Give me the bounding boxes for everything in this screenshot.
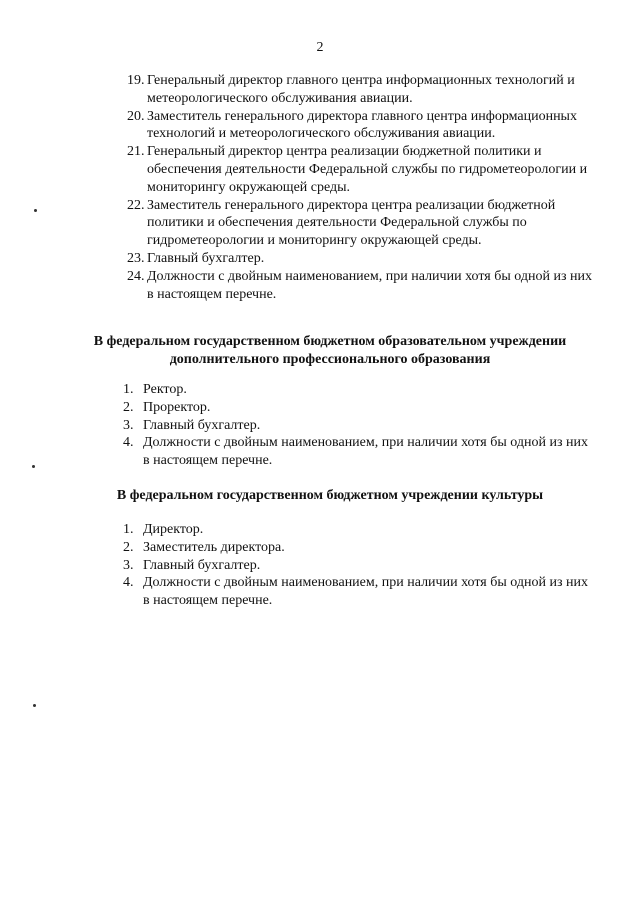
- list-item-text: Должности с двойным наименованием, при наличии хотя бы одной из них в настоящем перечне.: [143, 435, 588, 469]
- list-item-number: 1.: [123, 522, 134, 537]
- list-item-text: Заместитель генерального директора главного центра информационных технологий и метеорологического обслуживания авиации.: [147, 108, 577, 142]
- list-item-number: 21.: [127, 144, 145, 160]
- list-item-number: 3.: [123, 417, 134, 433]
- list-item: [127, 197, 597, 250]
- list-item-number: 23.: [127, 250, 145, 266]
- list-item-text: Проректор.: [143, 399, 211, 415]
- list-item: [123, 521, 593, 539]
- list-item-text: Главный бухгалтер.: [147, 250, 265, 266]
- list-item: [123, 539, 593, 557]
- list-item-text: Главный бухгалтер.: [143, 417, 261, 433]
- list-item-text: Генеральный директор главного центра информационных технологий и метеорологического обслуживания авиации.: [147, 73, 575, 106]
- list-item-text: Должности с двойным наименованием, при наличии хотя бы одной из них в настоящем перечне.: [147, 268, 592, 302]
- list-item: [127, 268, 597, 304]
- list-item-number: 22.: [127, 197, 145, 213]
- list-item: [123, 399, 593, 417]
- list-item: [127, 108, 597, 144]
- section-heading-education: В федеральном государственном бюджетном образовательном учреждении дополнительного профессионального образования: [93, 334, 567, 367]
- list-item-number: 20.: [127, 108, 145, 124]
- list-item-number: 24.: [127, 268, 145, 284]
- list-item: [123, 434, 593, 470]
- scan-artifact-mark: [34, 209, 37, 212]
- list-item: [127, 250, 597, 268]
- list-item-number: 2.: [123, 399, 134, 415]
- list-item-text: Главный бухгалтер.: [143, 557, 261, 573]
- continued-position-list: [127, 72, 597, 303]
- list-item: [123, 417, 593, 435]
- scan-artifact-mark: [32, 465, 35, 468]
- section-heading-culture: В федеральном государственном бюджетном учреждении культуры: [116, 488, 544, 503]
- list-item: [123, 381, 593, 399]
- list-item: [123, 557, 593, 575]
- list-item-text: Ректор.: [143, 382, 187, 397]
- list-item-text: Заместитель генерального директора центра реализации бюджетной политики и обеспечения деятельности Федеральной службы по гидрометеорологии и мониторингу окружающей среды.: [147, 197, 556, 249]
- list-item-number: 2.: [123, 539, 134, 555]
- list-item-number: 19.: [127, 73, 145, 88]
- list-item-number: 4.: [123, 435, 134, 451]
- list-item-number: 4.: [123, 575, 134, 591]
- scan-artifact-mark: [33, 704, 36, 707]
- list-item: [127, 72, 597, 108]
- education-position-list: [123, 381, 593, 470]
- list-item: [123, 574, 593, 610]
- culture-position-list: [123, 521, 593, 610]
- list-item-text: Заместитель директора.: [143, 539, 285, 555]
- list-item-text: Должности с двойным наименованием, при наличии хотя бы одной из них в настоящем перечне.: [143, 575, 588, 609]
- page-number: 2: [316, 40, 324, 55]
- list-item-text: Генеральный директор центра реализации бюджетной политики и обеспечения деятельности Федеральной службы по гидрометеорологии и мониторингу окружающей среды.: [147, 144, 588, 195]
- list-item-text: Директор.: [143, 522, 204, 537]
- list-item: [127, 143, 597, 196]
- list-item-number: 1.: [123, 382, 134, 397]
- list-item-number: 3.: [123, 557, 134, 573]
